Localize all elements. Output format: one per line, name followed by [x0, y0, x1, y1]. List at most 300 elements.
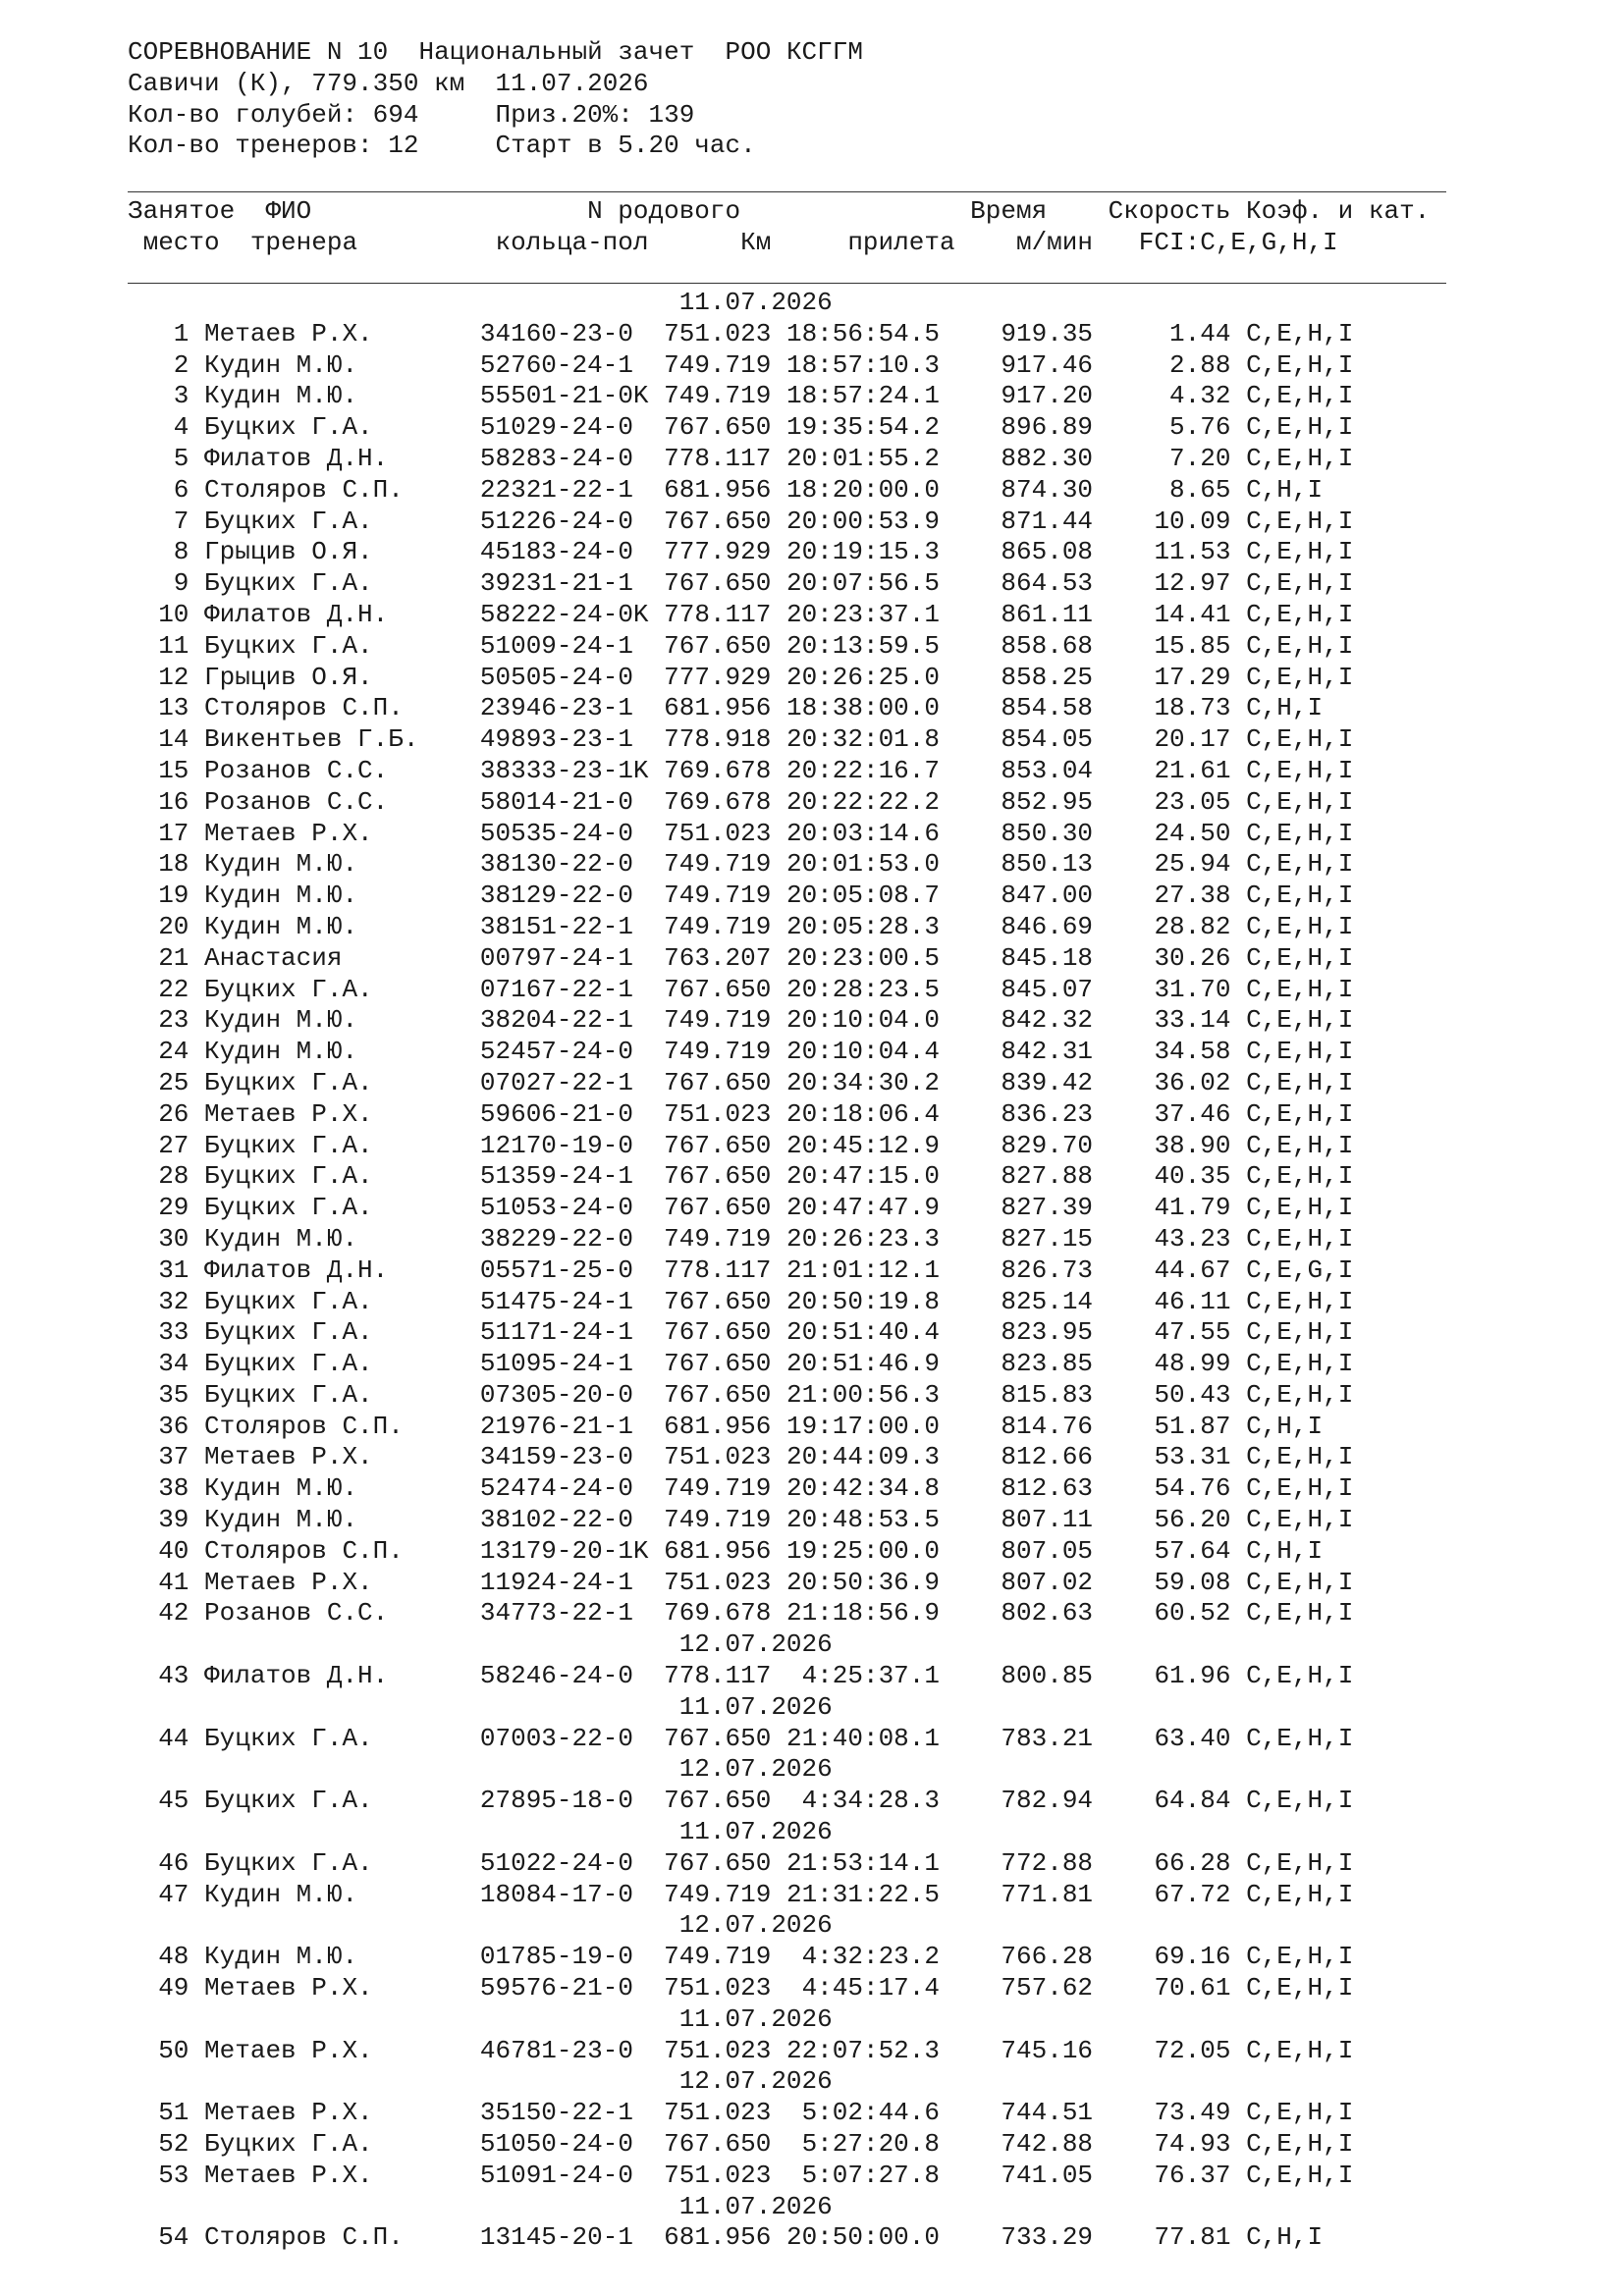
- cell-ring: 07167-22-1: [479, 974, 649, 1004]
- cell-name: Столяров С.П.: [204, 1411, 480, 1441]
- cell-place: 6: [128, 474, 189, 505]
- date-separator: [128, 1817, 833, 1846]
- cell-category: C,E,H,I: [1246, 443, 1354, 473]
- cell-time: 21:40:08.1: [785, 1723, 940, 1753]
- cell-speed: 847.00: [940, 881, 1094, 911]
- cell-ring: 07305-20-0: [479, 1379, 649, 1410]
- cell-ring: 13179-20-1K: [479, 1535, 649, 1566]
- cell-place: 46: [128, 1847, 189, 1878]
- cell-km: 749.719: [664, 1223, 772, 1254]
- cell-ring: 21976-21-1: [479, 1411, 649, 1441]
- cell-category: C,E,H,I: [1246, 1942, 1354, 1972]
- cell-name: Метаев Р.Х.: [204, 2160, 480, 2190]
- cell-time: 4:34:28.3: [785, 1786, 940, 1816]
- cell-ring: 49893-23-1: [479, 724, 649, 755]
- cell-name: Кудин М.Ю.: [204, 881, 480, 911]
- cell-speed: 846.69: [940, 911, 1094, 941]
- cell-speed: 865.08: [940, 537, 1094, 567]
- cell-ring: 38129-22-0: [479, 881, 649, 911]
- cell-coef: 31.70: [1093, 974, 1231, 1004]
- cell-speed: 815.83: [940, 1379, 1094, 1410]
- cell-km: 778.117: [664, 443, 772, 473]
- header-ring: N родового: [587, 196, 786, 226]
- column-header-line: [128, 228, 1338, 257]
- pigeon-count: Кол-во голубей: 694: [128, 99, 419, 130]
- cell-place: 39: [128, 1505, 189, 1535]
- cell-speed: 827.15: [940, 1223, 1094, 1254]
- table-row: [128, 849, 1353, 879]
- cell-coef: 54.76: [1093, 1473, 1231, 1504]
- cell-category: C,H,I: [1246, 474, 1324, 505]
- cell-time: 4:25:37.1: [785, 1661, 940, 1691]
- table-row: [128, 663, 1353, 692]
- cell-category: C,E,H,I: [1246, 1098, 1354, 1129]
- date-separator: [128, 2004, 833, 2034]
- cell-category: C,E,H,I: [1246, 818, 1354, 848]
- table-row: [128, 787, 1353, 817]
- cell-coef: 17.29: [1093, 662, 1231, 692]
- cell-time: 20:10:04.4: [785, 1037, 940, 1067]
- cell-category: C,E,H,I: [1246, 537, 1354, 567]
- cell-km: 681.956: [664, 693, 772, 723]
- cell-category: C,E,H,I: [1246, 1286, 1354, 1316]
- cell-time: 19:17:00.0: [785, 1411, 940, 1441]
- cell-speed: 827.39: [940, 1193, 1094, 1223]
- cell-name: Буцких Г.А.: [204, 1349, 480, 1379]
- cell-category: C,E,H,I: [1246, 2129, 1354, 2160]
- cell-speed: 766.28: [940, 1942, 1094, 1972]
- cell-km: 751.023: [664, 1098, 772, 1129]
- cell-ring: 51095-24-1: [479, 1349, 649, 1379]
- cell-category: C,H,I: [1246, 1411, 1324, 1441]
- header-name: ФИО: [265, 196, 588, 226]
- table-row: [128, 1505, 1353, 1534]
- cell-time: 21:31:22.5: [785, 1879, 940, 1909]
- cell-time: 18:20:00.0: [785, 474, 940, 505]
- cell-speed: 823.95: [940, 1317, 1094, 1348]
- cell-coef: 1.44: [1093, 318, 1231, 348]
- trainer-count: Кол-во тренеров: 12: [128, 131, 419, 161]
- cell-ring: 50535-24-0: [479, 818, 649, 848]
- cell-time: 21:18:56.9: [785, 1598, 940, 1629]
- cell-category: C,E,H,I: [1246, 942, 1354, 973]
- column-header-line: [128, 196, 1430, 226]
- cell-category: C,E,H,I: [1246, 1317, 1354, 1348]
- cell-name: Буцких Г.А.: [204, 506, 480, 536]
- cell-place: 12: [128, 662, 189, 692]
- cell-speed: 823.85: [940, 1349, 1094, 1379]
- cell-place: 50: [128, 2035, 189, 2065]
- cell-coef: 63.40: [1093, 1723, 1231, 1753]
- cell-place: 24: [128, 1037, 189, 1067]
- cell-km: 769.678: [664, 786, 772, 817]
- cell-ring: 51022-24-0: [479, 1847, 649, 1878]
- cell-km: 749.719: [664, 911, 772, 941]
- cell-place: 32: [128, 1286, 189, 1316]
- cell-coef: 12.97: [1093, 568, 1231, 599]
- cell-coef: 28.82: [1093, 911, 1231, 941]
- cell-name: Филатов Д.Н.: [204, 599, 480, 629]
- cell-name: Буцких Г.А.: [204, 1786, 480, 1816]
- cell-place: 27: [128, 1130, 189, 1160]
- report-header: [128, 37, 863, 162]
- cell-name: Грыцив О.Я.: [204, 537, 480, 567]
- cell-name: Кудин М.Ю.: [204, 1879, 480, 1909]
- cell-km: 681.956: [664, 1535, 772, 1566]
- cell-place: 35: [128, 1379, 189, 1410]
- cell-category: C,E,H,I: [1246, 724, 1354, 755]
- cell-ring: 52474-24-0: [479, 1473, 649, 1504]
- cell-speed: 829.70: [940, 1130, 1094, 1160]
- cell-coef: 70.61: [1093, 1973, 1231, 2003]
- cell-ring: 39231-21-1: [479, 568, 649, 599]
- cell-coef: 15.85: [1093, 630, 1231, 661]
- cell-name: Розанов С.С.: [204, 755, 480, 785]
- cell-category: C,E,H,I: [1246, 911, 1354, 941]
- cell-km: 681.956: [664, 1411, 772, 1441]
- cell-speed: 742.88: [940, 2129, 1094, 2160]
- cell-coef: 38.90: [1093, 1130, 1231, 1160]
- cell-ring: 38130-22-0: [479, 849, 649, 880]
- header-place: место: [128, 227, 250, 257]
- table-row: [128, 600, 1353, 629]
- cell-name: Буцких Г.А.: [204, 1379, 480, 1410]
- cell-category: C,E,H,I: [1246, 1037, 1354, 1067]
- cell-time: 20:47:47.9: [785, 1193, 940, 1223]
- cell-km: 777.929: [664, 537, 772, 567]
- cell-category: C,E,H,I: [1246, 1161, 1354, 1192]
- cell-name: Буцких Г.А.: [204, 1723, 480, 1753]
- cell-time: 20:51:40.4: [785, 1317, 940, 1348]
- cell-time: 20:47:15.0: [785, 1161, 940, 1192]
- cell-speed: 854.05: [940, 724, 1094, 755]
- cell-category: C,E,H,I: [1246, 506, 1354, 536]
- date-label: 11.07.2026: [678, 1691, 833, 1722]
- table-row: [128, 1973, 1353, 2002]
- cell-time: 20:23:00.5: [785, 942, 940, 973]
- cell-km: 749.719: [664, 881, 772, 911]
- cell-speed: 772.88: [940, 1847, 1094, 1878]
- table-row: [128, 975, 1353, 1004]
- header-coef: Коэф. и кат.: [1246, 196, 1431, 226]
- cell-km: 767.650: [664, 568, 772, 599]
- cell-ring: 51226-24-0: [479, 506, 649, 536]
- cell-place: 17: [128, 818, 189, 848]
- cell-name: Викентьев Г.Б.: [204, 724, 480, 755]
- cell-km: 767.650: [664, 1130, 772, 1160]
- cell-name: Метаев Р.Х.: [204, 1098, 480, 1129]
- cell-speed: 836.23: [940, 1098, 1094, 1129]
- cell-category: C,E,H,I: [1246, 1349, 1354, 1379]
- cell-category: C,E,H,I: [1246, 1598, 1354, 1629]
- cell-km: 767.650: [664, 1786, 772, 1816]
- cell-coef: 56.20: [1093, 1505, 1231, 1535]
- cell-coef: 25.94: [1093, 849, 1231, 880]
- cell-speed: 827.88: [940, 1161, 1094, 1192]
- cell-km: 751.023: [664, 1442, 772, 1472]
- cell-name: Кудин М.Ю.: [204, 1473, 480, 1504]
- table-row: [128, 2036, 1353, 2065]
- cell-category: C,E,H,I: [1246, 2098, 1354, 2128]
- cell-ring: 35150-22-1: [479, 2098, 649, 2128]
- cell-km: 767.650: [664, 1067, 772, 1097]
- cell-name: Столяров С.П.: [204, 474, 480, 505]
- cell-category: C,E,H,I: [1246, 2035, 1354, 2065]
- cell-category: C,E,H,I: [1246, 1973, 1354, 2003]
- cell-km: 749.719: [664, 381, 772, 411]
- table-row: [128, 693, 1323, 722]
- cell-place: 28: [128, 1161, 189, 1192]
- cell-category: C,E,H,I: [1246, 1379, 1354, 1410]
- cell-category: C,E,H,I: [1246, 1442, 1354, 1472]
- cell-place: 7: [128, 506, 189, 536]
- release-site: Савичи (К), 779.350 км: [128, 68, 465, 98]
- cell-time: 20:05:08.7: [785, 881, 940, 911]
- table-row: [128, 1942, 1353, 1971]
- cell-km: 767.650: [664, 412, 772, 443]
- cell-name: Буцких Г.А.: [204, 1067, 480, 1097]
- cell-time: 20:32:01.8: [785, 724, 940, 755]
- cell-place: 15: [128, 755, 189, 785]
- date-label: 12.07.2026: [678, 2066, 833, 2097]
- date-separator: [128, 1692, 833, 1722]
- cell-ring: 07027-22-1: [479, 1067, 649, 1097]
- cell-name: Столяров С.П.: [204, 1535, 480, 1566]
- cell-speed: 882.30: [940, 443, 1094, 473]
- cell-km: 749.719: [664, 349, 772, 380]
- cell-ring: 51050-24-0: [479, 2129, 649, 2160]
- cell-place: 5: [128, 443, 189, 473]
- cell-coef: 77.81: [1093, 2222, 1231, 2253]
- cell-coef: 50.43: [1093, 1379, 1231, 1410]
- cell-coef: 33.14: [1093, 1005, 1231, 1036]
- cell-place: 4: [128, 412, 189, 443]
- cell-place: 23: [128, 1005, 189, 1036]
- cell-place: 31: [128, 1255, 189, 1285]
- cell-ring: 38102-22-0: [479, 1505, 649, 1535]
- table-row: [128, 1005, 1353, 1035]
- cell-category: C,E,G,I: [1246, 1255, 1354, 1285]
- table-row: [128, 1255, 1353, 1285]
- cell-name: Метаев Р.Х.: [204, 1442, 480, 1472]
- cell-name: Буцких Г.А.: [204, 1130, 480, 1160]
- cell-place: 13: [128, 693, 189, 723]
- cell-time: 18:56:54.5: [785, 318, 940, 348]
- cell-coef: 72.05: [1093, 2035, 1231, 2065]
- cell-ring: 51029-24-0: [479, 412, 649, 443]
- cell-km: 763.207: [664, 942, 772, 973]
- cell-speed: 845.18: [940, 942, 1094, 973]
- cell-place: 9: [128, 568, 189, 599]
- date-label: 12.07.2026: [678, 1629, 833, 1660]
- cell-coef: 24.50: [1093, 818, 1231, 848]
- cell-time: 20:42:34.8: [785, 1473, 940, 1504]
- table-row: [128, 1287, 1353, 1316]
- date-separator: [128, 1910, 833, 1940]
- cell-coef: 4.32: [1093, 381, 1231, 411]
- table-row: [128, 1568, 1353, 1597]
- cell-speed: 852.95: [940, 786, 1094, 817]
- cell-place: 33: [128, 1317, 189, 1348]
- cell-coef: 44.67: [1093, 1255, 1231, 1285]
- cell-coef: 2.88: [1093, 349, 1231, 380]
- cell-place: 38: [128, 1473, 189, 1504]
- cell-name: Метаев Р.Х.: [204, 2098, 480, 2128]
- cell-name: Метаев Р.Х.: [204, 318, 480, 348]
- cell-category: C,E,H,I: [1246, 1786, 1354, 1816]
- cell-place: 1: [128, 318, 189, 348]
- cell-ring: 51053-24-0: [479, 1193, 649, 1223]
- header-place: Занятое: [128, 196, 266, 226]
- cell-km: 778.117: [664, 599, 772, 629]
- cell-name: Филатов Д.Н.: [204, 1661, 480, 1691]
- table-row: [128, 412, 1353, 442]
- cell-ring: 59606-21-0: [479, 1098, 649, 1129]
- header-km: [786, 196, 970, 226]
- cell-category: C,E,H,I: [1246, 849, 1354, 880]
- cell-category: C,E,H,I: [1246, 1473, 1354, 1504]
- cell-place: 40: [128, 1535, 189, 1566]
- cell-name: Буцких Г.А.: [204, 1317, 480, 1348]
- cell-speed: 845.07: [940, 974, 1094, 1004]
- cell-time: 21:01:12.1: [785, 1255, 940, 1285]
- cell-name: Буцких Г.А.: [204, 1847, 480, 1878]
- cell-time: 22:07:52.3: [785, 2035, 940, 2065]
- table-row: [128, 568, 1353, 598]
- cell-category: C,H,I: [1246, 693, 1324, 723]
- cell-coef: 43.23: [1093, 1223, 1231, 1254]
- cell-name: Метаев Р.Х.: [204, 818, 480, 848]
- date-separator: [128, 288, 833, 317]
- cell-time: 21:53:14.1: [785, 1847, 940, 1878]
- cell-ring: 38333-23-1K: [479, 755, 649, 785]
- cell-ring: 34160-23-0: [479, 318, 649, 348]
- cell-category: C,E,H,I: [1246, 599, 1354, 629]
- cell-place: 18: [128, 849, 189, 880]
- date-separator: [128, 2066, 833, 2096]
- cell-time: 20:19:15.3: [785, 537, 940, 567]
- cell-speed: 807.02: [940, 1567, 1094, 1597]
- cell-category: C,E,H,I: [1246, 1005, 1354, 1036]
- cell-category: C,E,H,I: [1246, 412, 1354, 443]
- table-row: [128, 1880, 1353, 1909]
- cell-category: C,E,H,I: [1246, 786, 1354, 817]
- cell-km: 751.023: [664, 1567, 772, 1597]
- cell-place: 45: [128, 1786, 189, 1816]
- table-row: [128, 2098, 1353, 2127]
- cell-place: 20: [128, 911, 189, 941]
- cell-name: Филатов Д.Н.: [204, 1255, 480, 1285]
- cell-time: 19:35:54.2: [785, 412, 940, 443]
- cell-place: 43: [128, 1661, 189, 1691]
- cell-category: C,H,I: [1246, 1535, 1324, 1566]
- cell-name: Буцких Г.А.: [204, 1286, 480, 1316]
- cell-category: C,E,H,I: [1246, 1130, 1354, 1160]
- cell-speed: 896.89: [940, 412, 1094, 443]
- competition-number: СОРЕВНОВАНИЕ N 10: [128, 37, 389, 67]
- table-row: [128, 1786, 1353, 1815]
- cell-time: 20:10:04.0: [785, 1005, 940, 1036]
- cell-time: 18:57:10.3: [785, 349, 940, 380]
- cell-category: C,E,H,I: [1246, 755, 1354, 785]
- table-row: [128, 1598, 1353, 1628]
- cell-place: 37: [128, 1442, 189, 1472]
- cell-name: Столяров С.П.: [204, 693, 480, 723]
- table-row: [128, 2129, 1353, 2159]
- cell-coef: 60.52: [1093, 1598, 1231, 1629]
- cell-place: 25: [128, 1067, 189, 1097]
- cell-time: 20:18:06.4: [785, 1098, 940, 1129]
- cell-km: 767.650: [664, 2129, 772, 2160]
- cell-ring: 51091-24-0: [479, 2160, 649, 2190]
- cell-km: 767.650: [664, 1847, 772, 1878]
- cell-coef: 76.37: [1093, 2160, 1231, 2190]
- header-speed: м/мин: [1015, 227, 1139, 257]
- cell-time: 20:44:09.3: [785, 1442, 940, 1472]
- cell-speed: 842.32: [940, 1005, 1094, 1036]
- cell-category: C,E,H,I: [1246, 318, 1354, 348]
- cell-time: 20:34:30.2: [785, 1067, 940, 1097]
- cell-speed: 858.25: [940, 662, 1094, 692]
- cell-ring: 38229-22-0: [479, 1223, 649, 1254]
- cell-time: 20:26:23.3: [785, 1223, 940, 1254]
- cell-ring: 05571-25-0: [479, 1255, 649, 1285]
- table-row: [128, 1099, 1353, 1129]
- cell-ring: 52760-24-1: [479, 349, 649, 380]
- cell-place: 51: [128, 2098, 189, 2128]
- cell-speed: 874.30: [940, 474, 1094, 505]
- cell-km: 778.117: [664, 1255, 772, 1285]
- table-row: [128, 881, 1353, 910]
- cell-ring: 38204-22-1: [479, 1005, 649, 1036]
- table-row: [128, 1442, 1353, 1471]
- date-separator: [128, 1754, 833, 1784]
- cell-km: 751.023: [664, 1973, 772, 2003]
- table-row: [128, 819, 1353, 848]
- table-row: [128, 1224, 1353, 1254]
- cell-time: 18:38:00.0: [785, 693, 940, 723]
- cell-coef: 47.55: [1093, 1317, 1231, 1348]
- table-row: [128, 475, 1323, 505]
- cell-time: 20:26:25.0: [785, 662, 940, 692]
- cell-coef: 11.53: [1093, 537, 1231, 567]
- table-row: [128, 1848, 1353, 1878]
- cell-km: 778.117: [664, 1661, 772, 1691]
- cell-time: 20:23:37.1: [785, 599, 940, 629]
- cell-speed: 850.30: [940, 818, 1094, 848]
- cell-speed: 807.05: [940, 1535, 1094, 1566]
- cell-coef: 48.99: [1093, 1349, 1231, 1379]
- date-label: 12.07.2026: [678, 1754, 833, 1785]
- cell-ring: 50505-24-0: [479, 662, 649, 692]
- cell-km: 767.650: [664, 1161, 772, 1192]
- cell-name: Буцких Г.А.: [204, 2129, 480, 2160]
- cell-category: C,E,H,I: [1246, 1661, 1354, 1691]
- table-row: [128, 2161, 1353, 2190]
- table-row: [128, 381, 1353, 410]
- table-row: [128, 1380, 1353, 1410]
- cell-name: Кудин М.Ю.: [204, 1942, 480, 1972]
- cell-ring: 51359-24-1: [479, 1161, 649, 1192]
- cell-category: C,E,H,I: [1246, 568, 1354, 599]
- cell-speed: 745.16: [940, 2035, 1094, 2065]
- table-row: [128, 444, 1353, 473]
- cell-coef: 5.76: [1093, 412, 1231, 443]
- cell-coef: 18.73: [1093, 693, 1231, 723]
- cell-km: 767.650: [664, 630, 772, 661]
- header-km: Км: [740, 227, 848, 257]
- cell-speed: 812.66: [940, 1442, 1094, 1472]
